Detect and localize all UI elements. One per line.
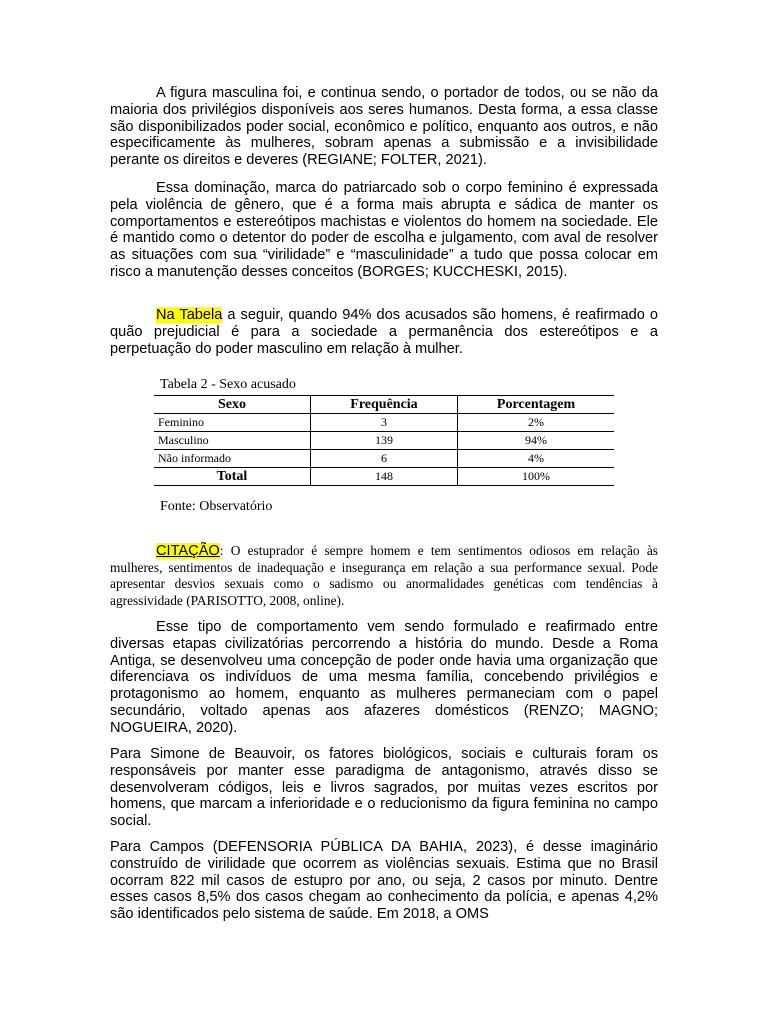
paragraph-3-block <box>110 307 658 357</box>
table-header-row <box>154 396 614 414</box>
paragraph-2-block <box>110 180 658 281</box>
total-percentage: 100% <box>458 468 614 486</box>
paragraph-2: Essa dominação, marca do patriarcado sob o corpo feminino é expressada pela violência de gênero, que é a forma mais abrupta e sádica de manter os comportamentos e estereótipos machistas e violentos do homem na sociedade. Ele é mantido como o detentor do poder de escolha e julgamento, com aval de resolver as situações com sua “virilidade” e “masculinidade” a tudo que possa colocar em risco a manutenção desses conceitos (BORGES; KUCCHESKI, 2015). <box>110 180 658 280</box>
row-label: Não informado <box>154 450 310 468</box>
paragraph-3 <box>110 307 658 357</box>
table-row <box>154 432 614 450</box>
table-caption: Tabela 2 - Sexo acusado <box>160 377 296 392</box>
header-porcentagem: Porcentagem <box>458 396 614 414</box>
row-percentage: 2% <box>458 414 614 432</box>
row-percentage: 94% <box>458 432 614 450</box>
row-percentage: 4% <box>458 450 614 468</box>
paragraph-6-block <box>110 839 658 923</box>
header-sexo: Sexo <box>154 396 310 414</box>
table-row <box>154 414 614 432</box>
total-frequency: 148 <box>310 468 457 486</box>
row-frequency: 139 <box>310 432 457 450</box>
paragraph-1: A figura masculina foi, e continua sendo, o portador de todos, ou se não da maioria dos privilégios disponíveis aos seres humanos. Desta forma, a essa classe são disponibilizados poder social, econômico e político, enquanto aos outros, e não especificamente às mulheres, sobram apenas a submissão e a invisibilidade perante os direitos e deveres (REGIANE; FOLTER, 2021). <box>110 85 658 169</box>
table-total-row <box>154 468 614 486</box>
paragraph-4: Esse tipo de comportamento vem sendo formulado e reafirmado entre diversas etapas civilizatórias percorrendo a história do mundo. Desde a Roma Antiga, se desenvolveu uma concepção de poder onde havia uma organização que diferenciava os indivíduos de uma mesma família, concebendo privilégios e protagonismo ao homem, enquanto as mulheres permaneciam com o papel secundário, voltado apenas aos afazeres domésticos (RENZO; MAGNO; NOGUEIRA, 2020). <box>110 619 658 736</box>
citation <box>110 543 658 609</box>
citation-block <box>110 543 658 609</box>
paragraph-3-text: a seguir, quando 94% dos acusados são homens, é reafirmado o quão prejudicial é para a sociedade a permanência dos estereótipos e a perpetuação do poder masculino em relação à mulher. <box>110 307 658 357</box>
row-frequency: 6 <box>310 450 457 468</box>
total-label: Total <box>154 468 310 486</box>
table-row <box>154 450 614 468</box>
header-frequencia: Frequência <box>310 396 457 414</box>
citation-text: : O estuprador é sempre homem e tem sentimentos odiosos em relação às mulheres, sentimentos de inadequação e insegurança em relação a sua performance sexual. Pode apresentar desvios sexuais como o sadismo ou anormalidades genéticas com tendências à agressividade (PARISOTTO, 2008, online). <box>110 543 658 608</box>
row-frequency: 3 <box>310 414 457 432</box>
citation-label: CITAÇÃO <box>156 543 220 559</box>
table-source: Fonte: Observatório <box>160 499 273 514</box>
row-label: Masculino <box>154 432 310 450</box>
paragraph-5-block <box>110 746 658 830</box>
highlighted-table-reference: Na Tabela <box>156 307 223 323</box>
sex-table <box>154 395 614 486</box>
row-label: Feminino <box>154 414 310 432</box>
paragraph-4-block <box>110 619 658 737</box>
paragraph-6: Para Campos (DEFENSORIA PÚBLICA DA BAHIA, 2023), é desse imaginário construído de virilidade que ocorrem as violências sexuais. Estima que no Brasil ocorram 822 mil casos de estupro por ano, ou seja, 2 casos por minuto. Dentre esses casos 8,5% dos casos chegam ao conhecimento da polícia, e apenas 4,2% são identificados pelo sistema de saúde. Em 2018, a OMS <box>110 839 658 923</box>
paragraph-5: Para Simone de Beauvoir, os fatores biológicos, sociais e culturais foram os responsáveis por manter esse paradigma de antagonismo, através disso se desenvolveram códigos, leis e livros sagrados, por muitas vezes escritos por homens, que marcam a inferioridade e o reducionismo da figura feminina no campo social. <box>110 746 658 830</box>
paragraph-1-block <box>110 85 658 169</box>
